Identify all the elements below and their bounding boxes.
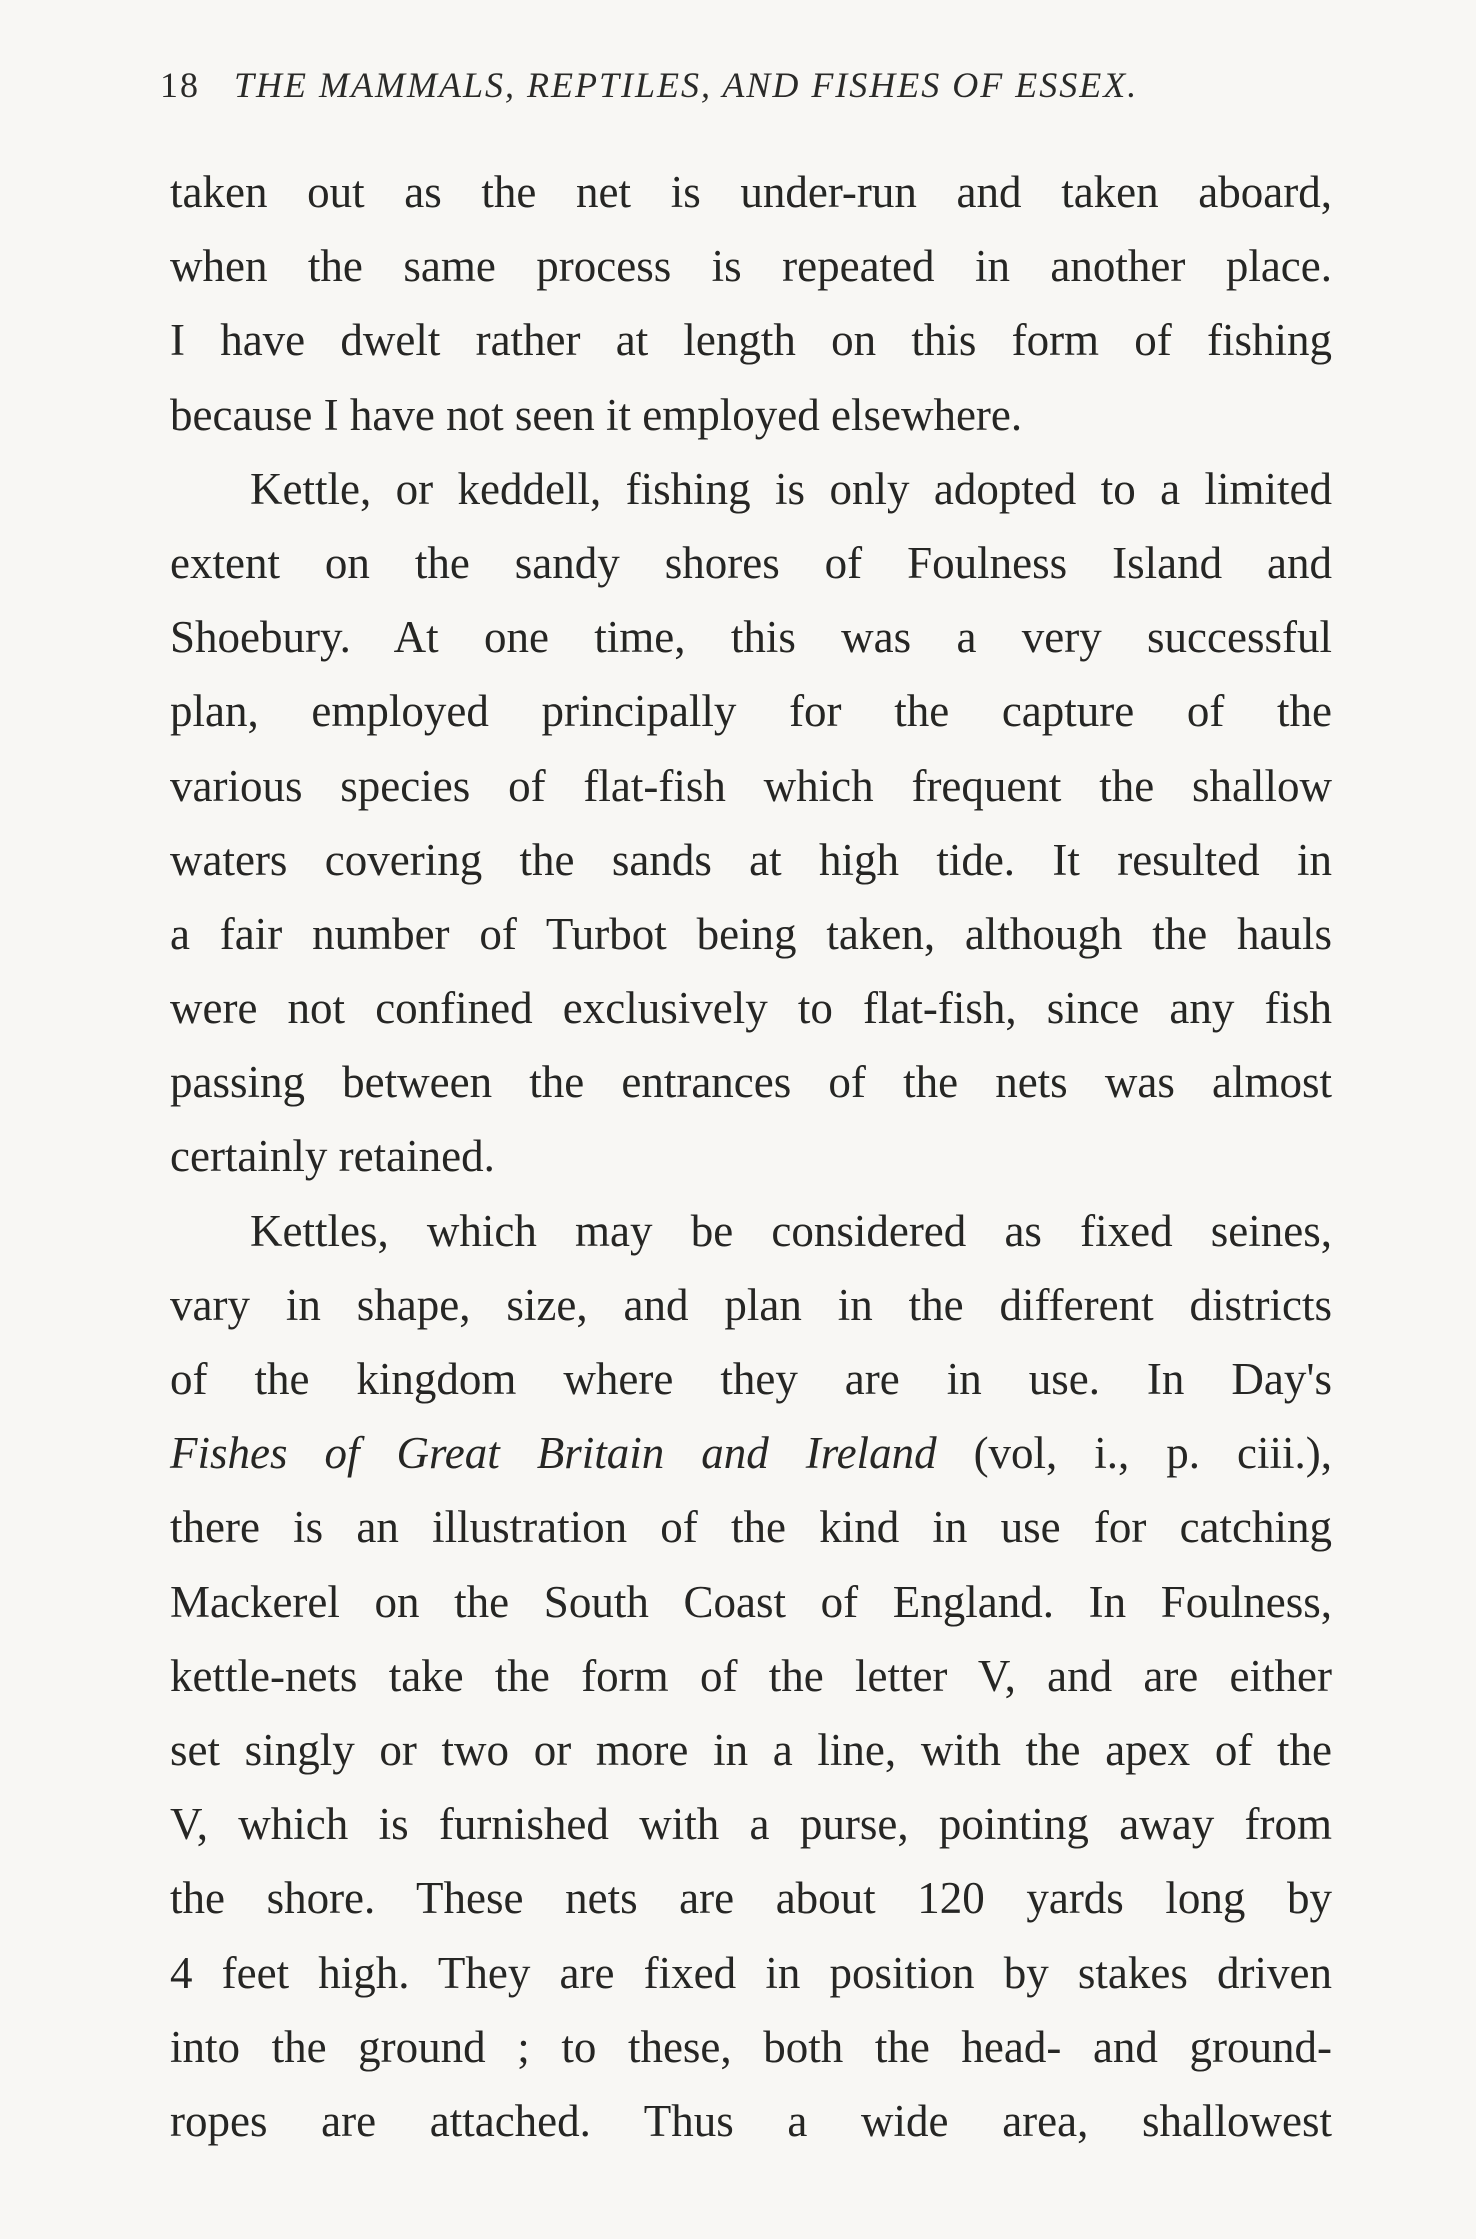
text-line: of the kingdom where they are in use. In Day's — [170, 1354, 1332, 1404]
text-line: into the ground ; to these, both the head- and ground- — [170, 2021, 1332, 2072]
text-line: a fair number of Turbot being taken, although the hauls — [170, 908, 1332, 959]
running-title: THE MAMMALS, REPTILES, AND FISHES OF ESSEX. — [234, 65, 1139, 105]
text-line: passing between the entrances of the nets was almost — [170, 1057, 1332, 1108]
text-line: there is an illustration of the kind in use for catching — [170, 1502, 1332, 1553]
text-line: I have dwelt rather at length on this form of fishing — [170, 315, 1332, 366]
text-line: vary in shape, size, and plan in the different districts — [170, 1279, 1332, 1330]
page-number: 18 — [160, 65, 200, 105]
text-line: 4 feet high. They are fixed in position by stakes driven — [170, 1947, 1332, 1998]
paragraph-first-line: Kettle, or keddell, fishing is only adopted to a limited — [250, 463, 1332, 514]
text-line: when the same process is repeated in another place. — [170, 241, 1332, 292]
text-line: taken out as the net is under-run and taken aboard, — [170, 167, 1332, 217]
text-line: were not confined exclusively to flat-fish, since any fish — [170, 983, 1332, 1034]
text-line: plan, employed principally for the capture of the — [170, 686, 1332, 737]
running-header — [160, 64, 1340, 106]
citation-reference: (vol, i., p. ciii.), — [936, 1428, 1332, 1479]
text-line: set singly or two or more in a line, with the apex of the — [170, 1724, 1332, 1775]
text-line: certainly retained. — [170, 1131, 495, 1182]
text-line: kettle-nets take the form of the letter V, and are either — [170, 1650, 1332, 1701]
text-line: Shoebury. At one time, this was a very successful — [170, 612, 1332, 663]
text-line-with-citation — [170, 1416, 1332, 1490]
text-line: Mackerel on the South Coast of England. In Foulness, — [170, 1576, 1332, 1627]
text-line: extent on the sandy shores of Foulness Island and — [170, 537, 1332, 588]
text-line: ropes are attached. Thus a wide area, shallowest — [170, 2095, 1332, 2146]
body-text — [170, 155, 1332, 2158]
text-line: various species of flat-fish which frequent the shallow — [170, 760, 1332, 811]
book-title-citation: Fishes of Great Britain and Ireland — [170, 1428, 937, 1479]
text-line: the shore. These nets are about 120 yards long by — [170, 1873, 1332, 1924]
text-line: V, which is furnished with a purse, pointing away from — [170, 1799, 1332, 1850]
text-line: because I have not seen it employed elsewhere. — [170, 389, 1023, 440]
paragraph-first-line: Kettles, which may be considered as fixed seines, — [250, 1205, 1332, 1256]
text-line: waters covering the sands at high tide. It resulted in — [170, 834, 1332, 885]
